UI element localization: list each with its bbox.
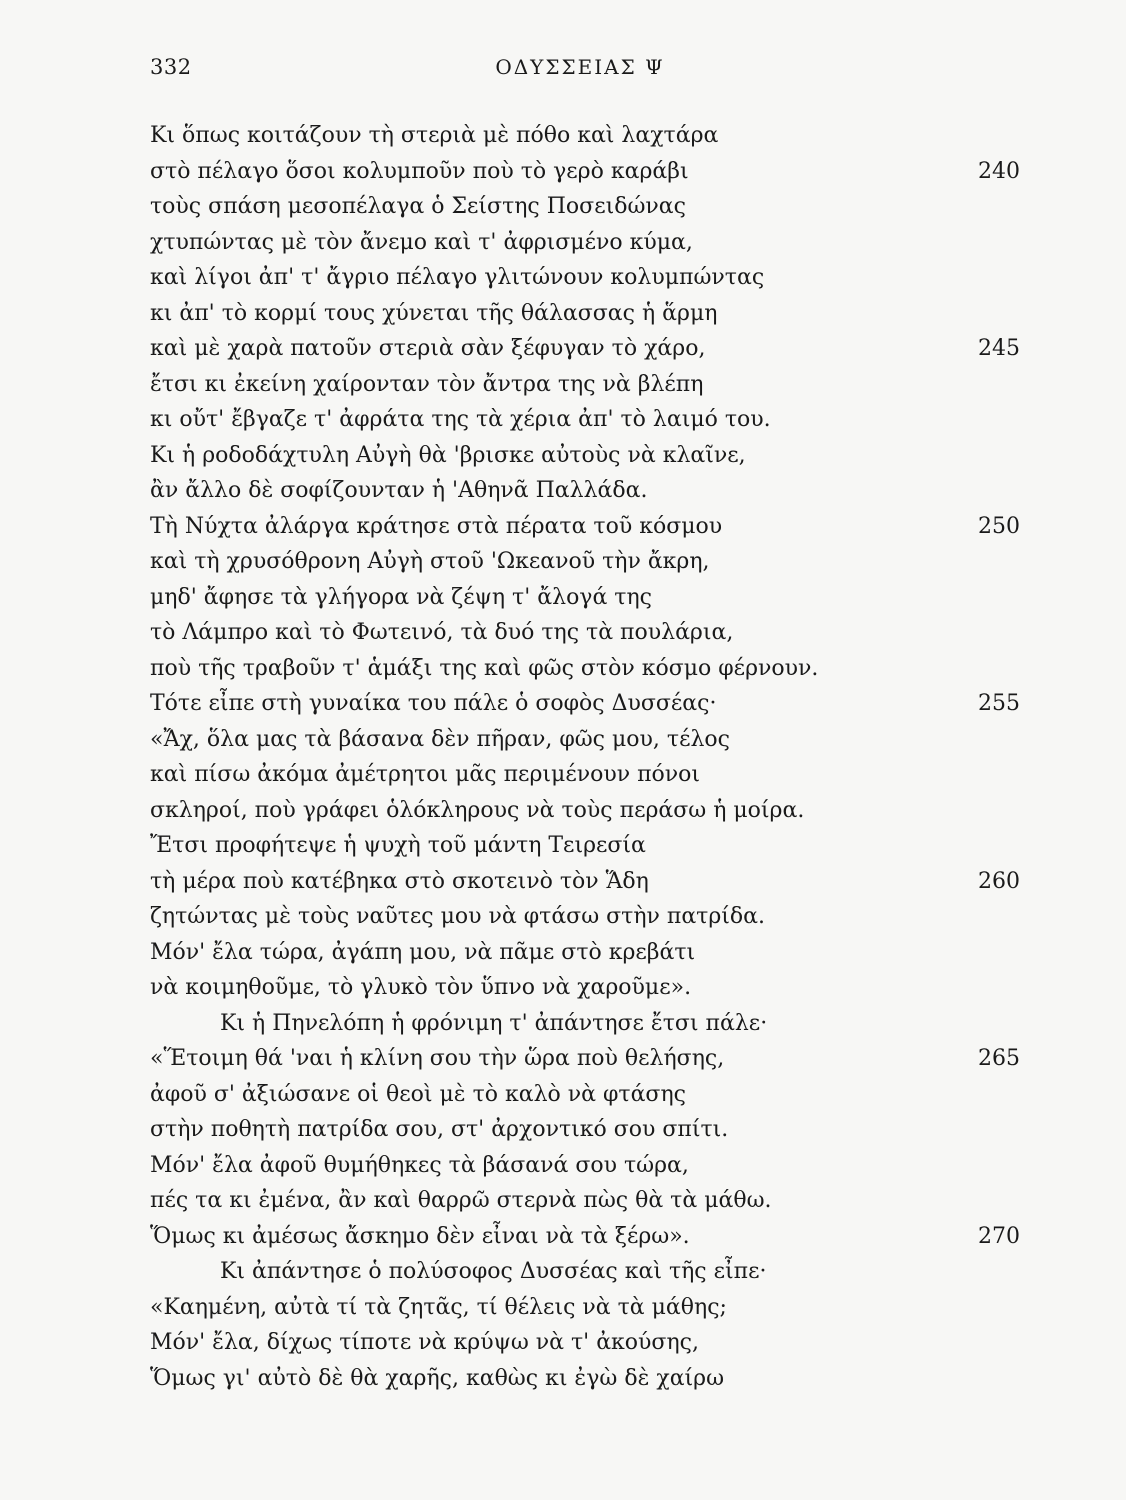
line-number: 265 [978, 1046, 1020, 1071]
verse-line [150, 1112, 1020, 1148]
verse-text: καὶ λίγοι ἀπ' τ' ἄγριο πέλαγο γλιτώνουν κολυμπώντας [150, 265, 765, 290]
verse-line [150, 899, 1020, 935]
verse-text: Κι ἡ ροδοδάχτυλη Αὐγὴ θὰ 'βρισκε αὐτοὺς νὰ κλαῖνε, [150, 442, 746, 468]
verse-line [150, 154, 1020, 190]
line-number: 245 [978, 336, 1020, 361]
verse-line [150, 473, 1020, 509]
line-number: 250 [978, 513, 1020, 539]
poem-text [150, 118, 1020, 1396]
verse-text: Κι ὅπως κοιτάζουν τὴ στεριὰ μὲ πόθο καὶ λαχτάρα [150, 123, 719, 148]
line-number: 270 [978, 1223, 1020, 1249]
verse-line [150, 367, 1020, 403]
verse-text: στὴν ποθητὴ πατρίδα σου, στ' ἀρχοντικό σου σπίτι. [150, 1117, 729, 1142]
verse-text: καὶ τὴ χρυσόθρονη Αὐγὴ στοῦ 'Ωκεανοῦ τὴν ἄκρη, [150, 549, 710, 574]
verse-text: Τότε εἶπε στὴ γυναίκα του πάλε ὁ σοφὸς Δυσσέας· [150, 691, 717, 716]
verse-text: «Καημένη, αὐτὰ τί τὰ ζητᾶς, τί θέλεις νὰ τὰ μάθης; [150, 1294, 727, 1320]
line-number: 260 [978, 868, 1020, 894]
verse-text: Ἔτσι προφήτεψε ἡ ψυχὴ τοῦ μάντη Τειρεσία [150, 833, 646, 858]
verse-text: ποὺ τῆς τραβοῦν τ' ἁμάξι της καὶ φῶς στὸν κόσμο φέρνουν. [150, 655, 819, 681]
verse-line [150, 722, 1020, 758]
verse-line [150, 438, 1020, 474]
verse-line [150, 1183, 1020, 1219]
verse-line [150, 402, 1020, 438]
verse-line [150, 544, 1020, 580]
verse-text: Τὴ Νύχτα ἀλάργα κράτησε στὰ πέρατα τοῦ κόσμου [150, 513, 723, 539]
verse-line [150, 296, 1020, 332]
verse-text: καὶ πίσω ἀκόμα ἀμέτρητοι μᾶς περιμένουν πόνοι [150, 762, 701, 787]
verse-text: κι ἀπ' τὸ κορμί τους χύνεται τῆς θάλασσας ἡ ἅρμη [150, 300, 718, 326]
verse-line [150, 1290, 1020, 1326]
verse-line [150, 828, 1020, 864]
verse-text: πές τα κι ἐμένα, ἂν καὶ θαρρῶ στερνὰ πὼς θὰ τὰ μάθω. [150, 1188, 772, 1213]
verse-text: νὰ κοιμηθοῦμε, τὸ γλυκὸ τὸν ὕπνο νὰ χαροῦμε». [150, 975, 692, 1000]
verse-text: Κι ἡ Πηνελόπη ἡ φρόνιμη τ' ἀπάντησε ἔτσι πάλε· [220, 1010, 768, 1036]
verse-text: τὸ Λάμπρο καὶ τὸ Φωτεινό, τὰ δυό της τὰ πουλάρια, [150, 620, 734, 645]
verse-text: ζητώντας μὲ τοὺς ναῦτες μου νὰ φτάσω στὴν πατρίδα. [150, 904, 766, 929]
verse-text: Μόν' ἔλα τώρα, ἀγάπη μου, νὰ πᾶμε στὸ κρεβάτι [150, 939, 696, 965]
verse-text: Μόν' ἔλα ἀφοῦ θυμήθηκες τὰ βάσανά σου τώρα, [150, 1152, 689, 1178]
verse-text: κι οὔτ' ἔβγαζε τ' ἀφράτα της τὰ χέρια ἀπ' τὸ λαιμό του. [150, 407, 771, 432]
verse-line [150, 1041, 1020, 1077]
verse-line [150, 793, 1020, 829]
verse-line [150, 118, 1020, 154]
line-number: 255 [978, 691, 1020, 716]
page-header [150, 55, 1010, 85]
verse-text: «Ἄχ, ὅλα μας τὰ βάσανα δὲν πῆραν, φῶς μου, τέλος [150, 726, 730, 752]
verse-line [150, 615, 1020, 651]
verse-line [150, 651, 1020, 687]
verse-line [150, 580, 1020, 616]
verse-line [150, 935, 1020, 971]
verse-text: Ὅμως γι' αὐτὸ δὲ θὰ χαρῆς, καθὼς κι ἐγὼ δὲ χαίρω [150, 1365, 725, 1391]
verse-text: Ὅμως κι ἀμέσως ἄσκημο δὲν εἶναι νὰ τὰ ξέρω». [150, 1223, 690, 1249]
verse-text: ἔτσι κι ἐκείνη χαίρονταν τὸν ἄντρα της νὰ βλέπη [150, 371, 704, 397]
verse-text: καὶ μὲ χαρὰ πατοῦν στεριὰ σὰν ξέφυγαν τὸ χάρο, [150, 336, 706, 361]
verse-line [150, 757, 1020, 793]
verse-line [150, 509, 1020, 545]
verse-line [150, 1361, 1020, 1397]
line-number: 240 [978, 158, 1020, 184]
verse-line [150, 1254, 1020, 1290]
verse-text: ἂν ἄλλο δὲ σοφίζουνταν ἡ 'Αθηνᾶ Παλλάδα. [150, 478, 648, 503]
verse-line [150, 864, 1020, 900]
verse-line [150, 260, 1020, 296]
verse-line [150, 189, 1020, 225]
verse-text: τοὺς σπάση μεσοπέλαγα ὁ Σείστης Ποσειδώνας [150, 194, 686, 219]
verse-text: στὸ πέλαγο ὅσοι κολυμποῦν ποὺ τὸ γερὸ καράβι [150, 158, 689, 184]
verse-text: τὴ μέρα ποὺ κατέβηκα στὸ σκοτεινὸ τὸν Ἅδη [150, 868, 649, 894]
verse-line [150, 1148, 1020, 1184]
verse-line [150, 1219, 1020, 1255]
verse-line [150, 225, 1020, 261]
verse-line [150, 686, 1020, 722]
running-title: ΟΔΥΣΣΕΙΑΣ Ψ [495, 55, 665, 79]
verse-line [150, 1077, 1020, 1113]
verse-text: χτυπώντας μὲ τὸν ἄνεμο καὶ τ' ἀφρισμένο κύμα, [150, 229, 693, 255]
verse-text: Μόν' ἔλα, δίχως τίποτε νὰ κρύψω νὰ τ' ἀκούσης, [150, 1330, 699, 1355]
verse-text: ἀφοῦ σ' ἀξιώσανε οἱ θεοὶ μὲ τὸ καλὸ νὰ φτάσης [150, 1081, 686, 1107]
verse-text: Κι ἀπάντησε ὁ πολύσοφος Δυσσέας καὶ τῆς εἶπε· [220, 1259, 767, 1284]
verse-text: «Ἕτοιμη θά 'ναι ἡ κλίνη σου τὴν ὥρα ποὺ θελήσης, [150, 1046, 725, 1071]
page-number: 332 [150, 55, 192, 79]
verse-line [150, 970, 1020, 1006]
verse-text: μηδ' ἄφησε τὰ γλήγορα νὰ ζέψη τ' ἄλογά της [150, 584, 652, 610]
verse-line [150, 331, 1020, 367]
verse-line [150, 1006, 1020, 1042]
verse-line [150, 1325, 1020, 1361]
verse-text: σκληροί, ποὺ γράφει ὁλόκληρους νὰ τοὺς περάσω ἡ μοίρα. [150, 797, 805, 823]
